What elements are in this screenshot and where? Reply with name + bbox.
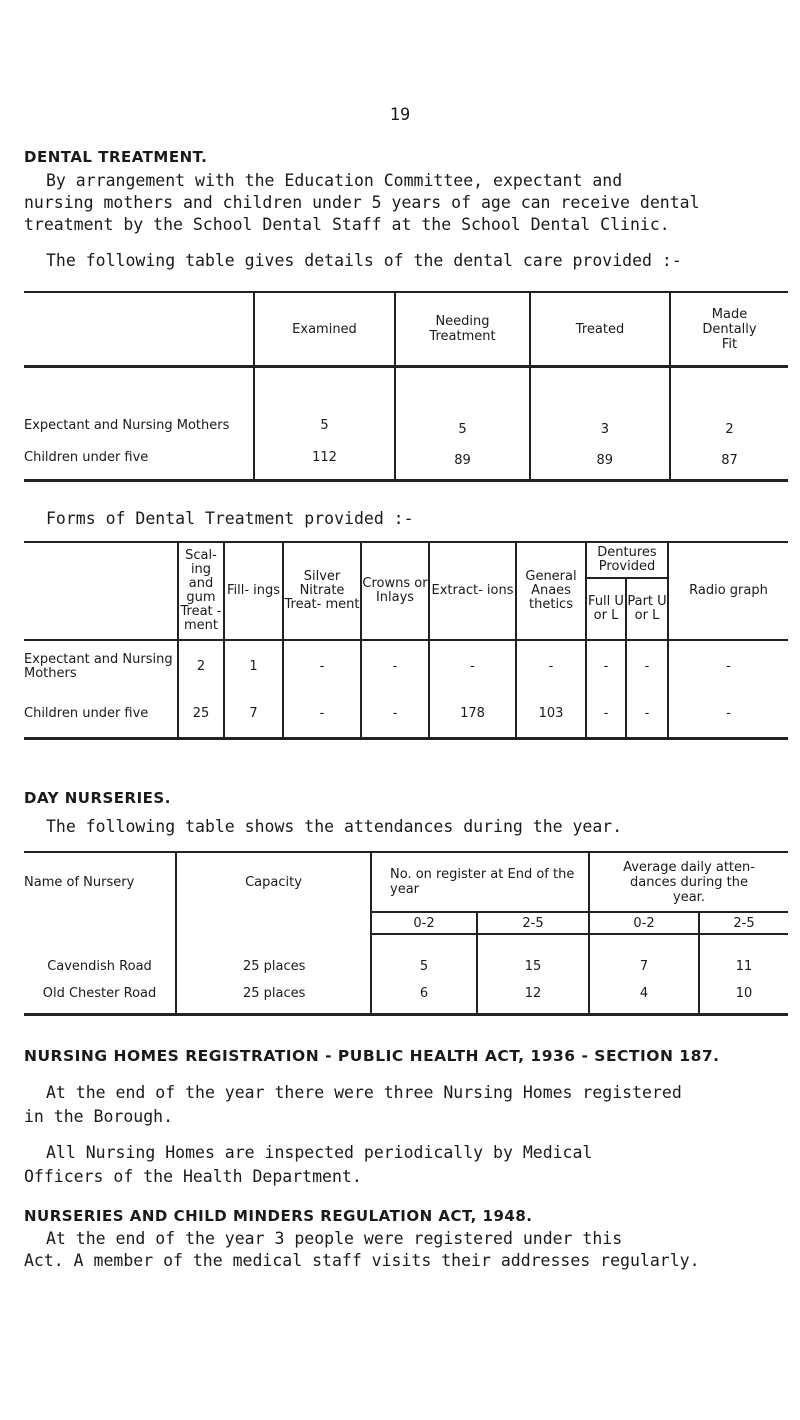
dental-care-table xyxy=(24,291,788,482)
header-examined: Examined xyxy=(254,292,395,367)
header-register: No. on register at End of the year xyxy=(371,852,589,912)
cell: 11 xyxy=(699,934,788,974)
cell: - xyxy=(516,640,586,692)
cell: 178 xyxy=(429,692,516,738)
nursing-homes-para1-line-1: At the end of the year there were three Nursing Homes registered xyxy=(46,1083,682,1102)
cell: - xyxy=(361,692,429,738)
cell: - xyxy=(626,692,668,738)
table-row xyxy=(24,640,788,692)
table-header-row xyxy=(24,852,788,912)
nursing-homes-para2-line-2: Officers of the Health Department. xyxy=(24,1167,362,1186)
cell: 2 xyxy=(670,367,788,437)
cell: 5 xyxy=(254,367,395,437)
cell: - xyxy=(626,640,668,692)
table-row xyxy=(24,974,788,1014)
table-row xyxy=(24,934,788,974)
header-nursery-name: Name of Nursery xyxy=(24,852,176,912)
cell: 10 xyxy=(699,974,788,1014)
row-label: Cavendish Road xyxy=(24,934,176,974)
table-header-row xyxy=(24,542,788,578)
table-header-row xyxy=(24,292,788,367)
header-capacity: Capacity xyxy=(176,852,371,912)
cell: 5 xyxy=(395,367,530,437)
cell: - xyxy=(283,640,361,692)
cell: - xyxy=(586,640,626,692)
nurseries-heading: DAY NURSERIES. xyxy=(24,789,171,807)
header-age-0-2: 0-2 xyxy=(589,912,699,934)
header-age-0-2: 0-2 xyxy=(371,912,477,934)
cell: 4 xyxy=(589,974,699,1014)
cell: 3 xyxy=(530,367,670,437)
header-extractions: Extract- ions xyxy=(429,542,516,640)
header-radiograph: Radio graph xyxy=(668,542,788,640)
cell: 25 places xyxy=(176,934,371,974)
nursing-homes-heading: NURSING HOMES REGISTRATION - PUBLIC HEALTH ACT, 1936 - SECTION 187. xyxy=(24,1047,720,1065)
child-minders-para-line-1: At the end of the year 3 people were registered under this xyxy=(46,1229,623,1248)
row-label: Children under five xyxy=(24,437,254,481)
dental-heading: DENTAL TREATMENT. xyxy=(24,148,208,166)
cell: 15 xyxy=(477,934,589,974)
dental-para-line-2: nursing mothers and children under 5 years of age can receive dental xyxy=(24,193,700,212)
header-part: Part U or L xyxy=(626,578,668,640)
nurseries-intro: The following table shows the attendances during the year. xyxy=(46,817,623,836)
header-treated: Treated xyxy=(530,292,670,367)
nursing-homes-para1-line-2: in the Borough. xyxy=(24,1107,174,1126)
dental-para-line-3: treatment by the School Dental Staff at the School Dental Clinic. xyxy=(24,215,670,234)
header-blank xyxy=(24,912,176,934)
header-blank xyxy=(24,292,254,367)
cell: - xyxy=(668,692,788,738)
cell: 25 places xyxy=(176,974,371,1014)
header-dentures: Dentures Provided xyxy=(586,542,668,578)
header-crowns: Crowns or Inlays xyxy=(361,542,429,640)
header-made-dentally-fit: Made Dentally Fit xyxy=(670,292,788,367)
dental-forms-table xyxy=(24,541,788,740)
row-label: Old Chester Road xyxy=(24,974,176,1014)
row-label: Expectant and Nursing Mothers xyxy=(24,367,254,437)
header-anaesthetics: General Anaes thetics xyxy=(516,542,586,640)
nurseries-table xyxy=(24,851,788,1016)
header-fillings: Fill- ings xyxy=(224,542,283,640)
header-blank xyxy=(24,542,178,640)
header-needing-treatment: Needing Treatment xyxy=(395,292,530,367)
cell: 25 xyxy=(178,692,224,738)
page-number: 19 xyxy=(389,105,411,125)
cell: 7 xyxy=(224,692,283,738)
dental-table-intro: The following table gives details of the dental care provided :- xyxy=(46,251,682,270)
cell: 12 xyxy=(477,974,589,1014)
header-blank xyxy=(176,912,371,934)
cell: 112 xyxy=(254,437,395,481)
header-silver-nitrate: Silver Nitrate Treat- ment xyxy=(283,542,361,640)
table-header-row xyxy=(24,912,788,934)
header-age-2-5: 2-5 xyxy=(477,912,589,934)
cell: 1 xyxy=(224,640,283,692)
cell: 5 xyxy=(371,934,477,974)
cell: - xyxy=(429,640,516,692)
cell: - xyxy=(361,640,429,692)
cell: 89 xyxy=(395,437,530,481)
row-label: Children under five xyxy=(24,692,178,738)
header-average-attendance: Average daily atten- dances during the year. xyxy=(589,852,788,912)
cell: 2 xyxy=(178,640,224,692)
cell: 7 xyxy=(589,934,699,974)
row-label: Expectant and Nursing Mothers xyxy=(24,640,178,692)
table-row xyxy=(24,367,788,437)
header-scaling: Scal- ing and gum Treat -ment xyxy=(178,542,224,640)
forms-intro: Forms of Dental Treatment provided :- xyxy=(46,509,414,528)
cell: 103 xyxy=(516,692,586,738)
header-full: Full U or L xyxy=(586,578,626,640)
cell: - xyxy=(283,692,361,738)
table-row xyxy=(24,437,788,481)
cell: - xyxy=(586,692,626,738)
child-minders-heading: NURSERIES AND CHILD MINDERS REGULATION ACT, 1948. xyxy=(24,1207,533,1225)
dental-para-line-1: By arrangement with the Education Committee, expectant and xyxy=(46,171,623,190)
cell: 89 xyxy=(530,437,670,481)
table-row xyxy=(24,692,788,738)
nursing-homes-para2-line-1: All Nursing Homes are inspected periodically by Medical xyxy=(46,1143,593,1162)
cell: 87 xyxy=(670,437,788,481)
header-age-2-5: 2-5 xyxy=(699,912,788,934)
cell: 6 xyxy=(371,974,477,1014)
cell: - xyxy=(668,640,788,692)
child-minders-para-line-2: Act. A member of the medical staff visits their addresses regularly. xyxy=(24,1251,700,1270)
